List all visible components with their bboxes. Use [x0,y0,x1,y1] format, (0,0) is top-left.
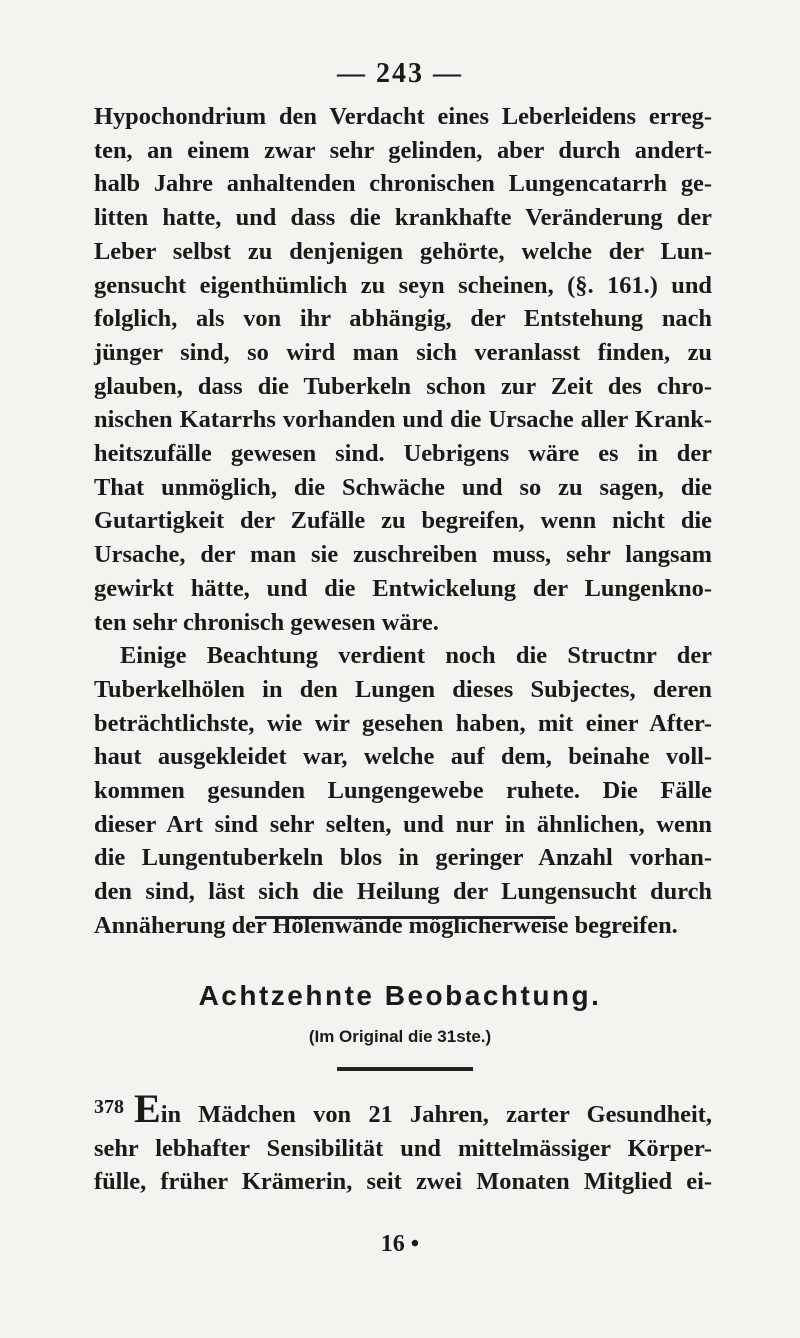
text-line: heitszufälle gewesen sind. Uebrigens wäre es in der [94,440,712,468]
text-line: beträchtlichste, wie wir gesehen haben, mit einer After- [94,709,712,737]
text-line: die Lungentuberkeln blos in geringer Anzahl vorhan- [94,844,712,872]
text-line: den sind, läst sich die Heilung der Lungensucht durch [94,878,712,906]
text-line: Einige Beachtung verdient noch die Structnr der [120,642,712,670]
text-line: dieser Art sind sehr selten, und nur in ähnlichen, wenn [94,810,712,838]
text-line: litten hatte, und dass die krankhafte Veränderung der [94,204,712,232]
paragraph-3 [94,1086,712,1199]
text-line: gensucht eigenthümlich zu seyn scheinen, (§. 161.) und [94,271,712,299]
text-line-rest: in Mädchen von 21 Jahren, zarter Gesundheit, [160,1101,712,1128]
section-divider-top [255,916,555,919]
text-line: halb Jahre anhaltenden chronischen Lungencatarrh ge- [94,170,712,198]
section-divider-bottom [337,1067,473,1071]
text-line: Leber selbst zu denjenigen gehörte, welche der Lun- [94,237,712,265]
text-line: folglich, als von ihr abhängig, der Entstehung nach [94,305,712,333]
text-line: Ursache, der man sie zuschreiben muss, sehr langsam [94,541,712,569]
text-line: nischen Katarrhs vorhanden und die Ursache aller Krank- [94,406,712,434]
section-title: Achtzehnte Beobachtung. [198,980,602,1011]
text-line: Tuberkelhölen in den Lungen dieses Subjectes, deren [94,675,712,703]
text-line: sehr lebhafter Sensibilität und mittelmässiger Körper- [94,1134,712,1162]
signature-mark: 16 • [380,1231,420,1257]
paragraph-1 [94,100,712,943]
text-line: fülle, früher Krämerin, seit zwei Monaten Mitglied ei- [94,1168,712,1196]
text-line [94,1086,712,1132]
text-line: Gutartigkeit der Zufälle zu begreifen, wenn nicht die [94,507,712,535]
text-line: gewirkt hätte, und die Entwickelung der Lungenkno- [94,574,712,602]
text-line: glauben, dass die Tuberkeln schon zur Zeit des chro- [94,372,712,400]
section-subtitle: (Im Original die 31ste.) [308,1027,492,1046]
text-line: jünger sind, so wird man sich veranlasst finden, zu [94,338,712,366]
text-line: haut ausgekleidet war, welche auf dem, beinahe voll- [94,743,712,771]
text-line: Hypochondrium den Verdacht eines Leberleidens erreg- [94,103,712,130]
text-line: kommen gesunden Lungengewebe ruhete. Die Fälle [94,777,712,805]
text-line: ten, an einem zwar sehr gelinden, aber durch andert- [94,136,712,164]
text-line: That unmöglich, die Schwäche und so zu sagen, die [94,473,712,501]
margin-number: 378 [94,1096,124,1118]
text-line: ten sehr chronisch gewesen wäre. [94,608,439,636]
text-line: Annäherung der Hölenwände möglicherweise begreifen. [94,911,678,939]
page-number: — 243 — [337,58,463,89]
drop-cap: E [134,1086,161,1131]
